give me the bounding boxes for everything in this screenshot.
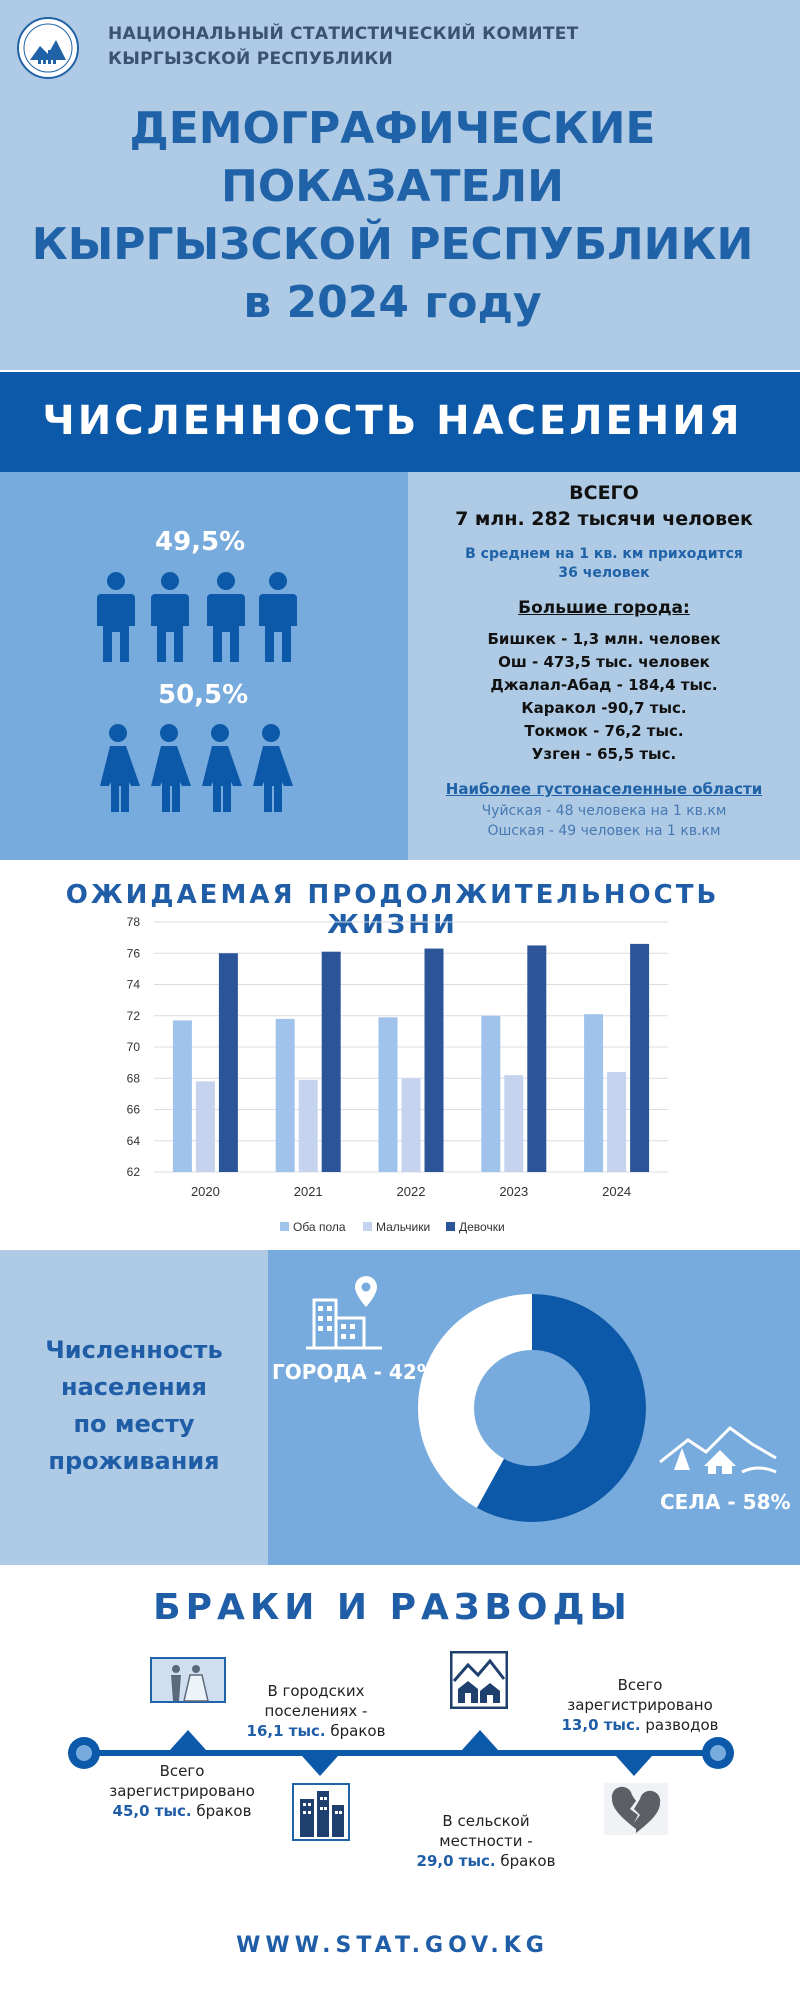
broken-heart-icon [604, 1783, 668, 1835]
y-tick-label: 68 [126, 1071, 140, 1086]
city-item: Ош - 473,5 тыс. человек [498, 653, 710, 671]
bar [402, 1078, 421, 1172]
region-item: Ошская - 49 человек на 1 кв.км [487, 823, 721, 839]
bar [276, 1019, 295, 1172]
legend-label: Мальчики [376, 1220, 431, 1234]
legend-label: Девочки [459, 1220, 505, 1234]
x-tick-label: 2023 [499, 1184, 529, 1199]
y-tick-label: 64 [126, 1133, 140, 1148]
y-tick-label: 74 [126, 977, 140, 992]
city-item: Узген - 65,5 тыс. [531, 745, 677, 763]
x-tick-label: 2022 [396, 1184, 426, 1199]
city-item: Бишкек - 1,3 млн. человек [487, 630, 721, 648]
title-line-2: ПОКАЗАТЕЛИ [221, 161, 564, 212]
y-tick-label: 72 [126, 1008, 140, 1023]
marriages-section [0, 1565, 800, 2000]
female-person-icon [196, 724, 244, 816]
organization-name [108, 22, 579, 72]
x-tick-label: 2024 [602, 1184, 632, 1199]
residence-title-line-1: Численность [45, 1336, 223, 1364]
bar [527, 945, 546, 1172]
bar [299, 1080, 318, 1172]
org-line-2: КЫРГЫЗСКОЙ РЕСПУБЛИКИ [108, 49, 394, 69]
caption-value: 13,0 тыс. [561, 1716, 641, 1734]
population-stats-panel [408, 472, 800, 860]
caption-unit: браков [500, 1852, 556, 1870]
bar [481, 1016, 500, 1172]
timeline-marker-up [170, 1730, 206, 1750]
caption-text: В сельской местности - [439, 1812, 533, 1850]
population-banner-title: ЧИСЛЕННОСТЬ НАСЕЛЕНИЯ [42, 398, 743, 444]
residence-section [0, 1250, 800, 1565]
stat-committee-logo-icon [16, 16, 80, 80]
chart-title: ОЖИДАЕМАЯ ПРОДОЛЖИТЕЛЬНОСТЬ ЖИЗНИ [65, 880, 720, 940]
male-person-icon [258, 572, 298, 664]
total-label: ВСЕГО [569, 482, 639, 504]
male-person-icon [206, 572, 246, 664]
residence-title-line-3: по месту [73, 1410, 195, 1438]
gender-panel [0, 472, 408, 860]
legend-swatch [446, 1222, 455, 1231]
timeline-marker-up [462, 1730, 498, 1750]
bar [379, 1017, 398, 1172]
x-tick-label: 2021 [293, 1184, 323, 1199]
residence-title [0, 1332, 268, 1480]
caption-urban-marriages [236, 1681, 396, 1741]
legend-swatch [363, 1222, 372, 1231]
life-expectancy-chart [0, 860, 800, 1250]
city-item: Джалал-Абад - 184,4 тыс. [490, 676, 718, 694]
bar [425, 949, 444, 1172]
y-tick-label: 62 [126, 1165, 140, 1179]
male-percent: 49,5% [155, 527, 246, 557]
wedding-icon [150, 1657, 226, 1703]
bar [630, 944, 649, 1172]
bar [322, 952, 341, 1172]
region-item: Чуйская - 48 человека на 1 кв.км [481, 803, 727, 819]
bar [584, 1014, 603, 1172]
caption-total-marriages [102, 1761, 262, 1821]
header-section [0, 0, 800, 370]
y-tick-label: 78 [126, 915, 140, 929]
residence-title-line-4: проживания [48, 1447, 220, 1475]
life-expectancy-section [0, 860, 800, 1250]
timeline-marker-down [302, 1756, 338, 1776]
male-person-icon [150, 572, 190, 664]
total-value: 7 млн. 282 тысячи человек [455, 508, 753, 530]
caption-rural-marriages [406, 1811, 566, 1871]
caption-value: 16,1 тыс. [246, 1722, 326, 1740]
cities-title: Большие города: [518, 598, 690, 618]
legend-label: Оба пола [293, 1220, 346, 1234]
density-line-2: 36 человек [558, 565, 650, 581]
y-tick-label: 76 [126, 946, 140, 961]
title-line-3: КЫРГЫЗСКОЙ РЕСПУБЛИКИ [31, 219, 754, 270]
y-tick-label: 70 [126, 1040, 140, 1054]
marriages-title: БРАКИ И РАЗВОДЫ [153, 1587, 632, 1628]
residence-title-line-2: населения [61, 1373, 207, 1401]
org-line-1: НАЦИОНАЛЬНЫЙ СТАТИСТИЧЕСКИЙ КОМИТЕТ [108, 24, 579, 44]
residence-donut-chart [416, 1292, 648, 1524]
village-icon [450, 1651, 508, 1709]
city-buildings-icon [292, 1783, 350, 1841]
bar [173, 1020, 192, 1172]
caption-text: Всего зарегистрировано [567, 1676, 713, 1714]
title-line-4: в 2024 году [243, 277, 542, 328]
rural-label: СЕЛА - 58% [660, 1490, 791, 1514]
density-line-1: В среднем на 1 кв. км приходится [465, 546, 743, 562]
x-tick-label: 2020 [190, 1184, 220, 1199]
legend-swatch [280, 1222, 289, 1231]
caption-value: 45,0 тыс. [112, 1802, 192, 1820]
y-tick-label: 66 [126, 1102, 140, 1117]
regions-title: Наиболее густонаселенные области [445, 780, 763, 798]
population-banner [0, 372, 800, 472]
page-title [0, 100, 785, 332]
female-person-icon [145, 724, 193, 816]
residence-chart-panel [268, 1250, 800, 1565]
caption-unit: браков [196, 1802, 252, 1820]
website-link[interactable]: WWW.STAT.GOV.KG [236, 1933, 549, 1958]
bar [219, 953, 238, 1172]
bar [196, 1081, 215, 1172]
bar [607, 1072, 626, 1172]
caption-value: 29,0 тыс. [416, 1852, 496, 1870]
caption-unit: разводов [645, 1716, 719, 1734]
caption-text: В городских поселениях - [264, 1682, 368, 1720]
bar [504, 1075, 523, 1172]
population-section [0, 472, 800, 860]
urban-label: ГОРОДА - 42% [272, 1360, 437, 1384]
timeline-marker-down [616, 1756, 652, 1776]
female-percent: 50,5% [158, 680, 249, 710]
caption-total-divorces [560, 1675, 720, 1735]
title-line-1: ДЕМОГРАФИЧЕСКИЕ [129, 103, 656, 154]
city-item: Токмок - 76,2 тыс. [524, 722, 684, 740]
female-person-icon [94, 724, 142, 816]
male-person-icon [96, 572, 136, 664]
female-person-icon [247, 724, 295, 816]
caption-unit: браков [330, 1722, 386, 1740]
city-item: Каракол -90,7 тыс. [521, 699, 687, 717]
residence-title-panel [0, 1250, 268, 1565]
village-house-icon [658, 1418, 778, 1476]
caption-text: Всего зарегистрировано [109, 1762, 255, 1800]
city-buildings-icon [304, 1274, 384, 1352]
